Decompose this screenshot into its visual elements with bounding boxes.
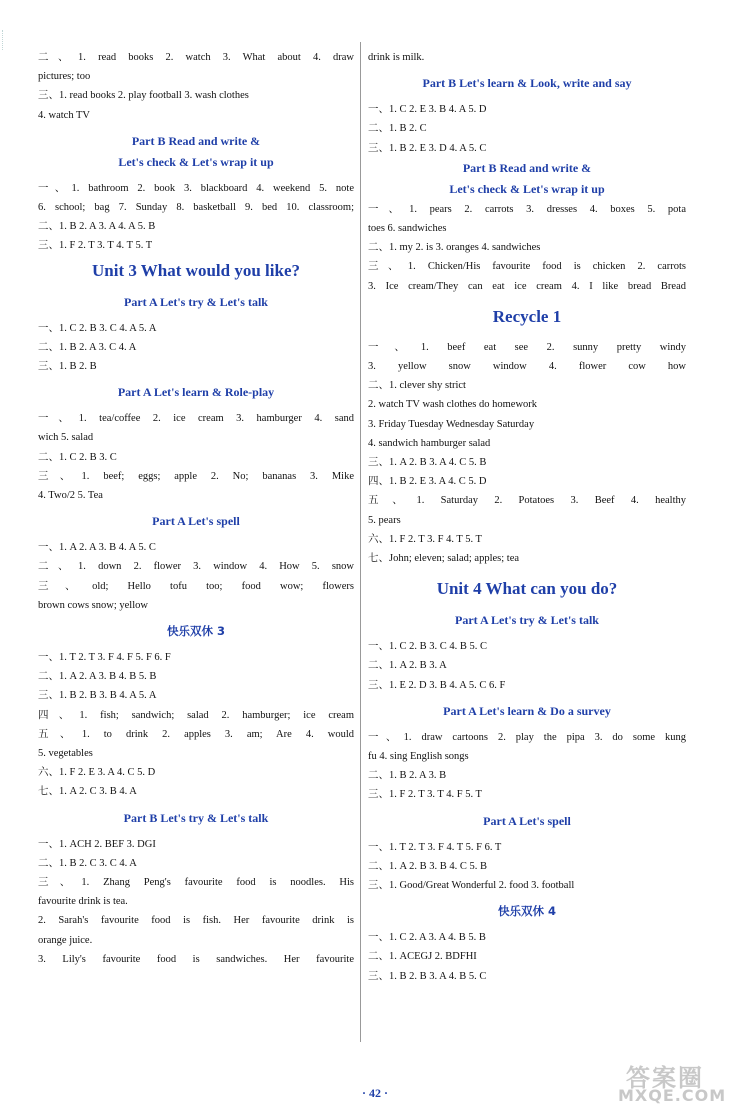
section-title: Part A Let's learn & Role-play — [117, 385, 275, 400]
answer-line: wich 5. salad — [38, 432, 94, 444]
right-column — [368, 48, 686, 986]
unit-heading: Unit 4 What can you do? — [436, 579, 618, 599]
answer-line: 三、old; Hello tofu too; food wow; flowers — [38, 580, 354, 592]
answer-line: 一、1. ACH 2. BEF 3. DGI — [38, 838, 156, 850]
answer-line: 4. watch TV — [38, 109, 91, 121]
answer-line: 一、1. T 2. T 3. F 4. F 5. F 6. F — [38, 651, 171, 663]
section-title: Part B Let's learn & Look, write and say — [422, 76, 632, 91]
watermark-logo — [612, 1058, 742, 1106]
answer-line: 4. sandwich hamburger salad — [368, 437, 491, 449]
answer-line: 二、1. C 2. B 3. C — [38, 451, 117, 463]
answer-line: 二、1. A 2. A 3. B 4. B 5. B — [38, 671, 157, 683]
section-title: Let's check & Let's wrap it up — [449, 181, 605, 196]
answer-line: 二、1. A 2. B 3. B 4. C 5. B — [368, 860, 488, 872]
answer-line: 三、1. Zhang Peng's favourite food is noodles. His — [38, 876, 354, 888]
section-title: Part A Let's spell — [483, 813, 571, 828]
answer-line: 一、1. C 2. B 3. C 4. B 5. C — [368, 641, 488, 653]
answer-line: 2. watch TV wash clothes do homework — [368, 399, 538, 411]
answer-line: 二、1. clever shy strict — [368, 380, 466, 392]
answer-line: 六、1. F 2. T 3. F 4. T 5. T — [368, 533, 482, 545]
answer-line: 二、1. down 2. flower 3. window 4. How 5. snow — [38, 561, 354, 573]
answer-line: pictures; too — [38, 71, 91, 83]
section-title: 快乐双休 3 — [166, 623, 225, 638]
answer-line: 一、1. A 2. A 3. B 4. A 5. C — [38, 542, 156, 554]
answer-line: 二、1. B 2. C 3. C 4. A — [38, 857, 137, 869]
answer-line: 二、1. B 2. A 3. A 4. A 5. B — [38, 221, 156, 233]
answer-line: 三、1. Good/Great Wonderful 2. food 3. football — [368, 879, 575, 891]
answer-line: 三、1. beef; eggs; apple 2. No; bananas 3. Mike — [38, 470, 354, 482]
section-title: Part B Let's try & Let's talk — [123, 810, 269, 825]
section-title: Part B Read and write & — [131, 133, 261, 148]
answer-line: orange juice. — [38, 934, 93, 946]
answer-line: 一、1. T 2. T 3. F 4. T 5. F 6. T — [368, 841, 502, 853]
answer-line: brown cows snow; yellow — [38, 599, 148, 611]
answer-line: 二、1. B 2. C — [368, 123, 427, 135]
answer-line: 六、1. F 2. E 3. A 4. C 5. D — [38, 767, 156, 779]
answer-line: 三、1. E 2. D 3. B 4. A 5. C 6. F — [368, 679, 506, 691]
answer-line: 三、1. F 2. T 3. T 4. T 5. T — [38, 240, 153, 252]
section-title: Part A Let's try & Let's talk — [455, 613, 599, 628]
answer-line: 二、1. read books 2. watch 3. What about 4. draw — [38, 52, 354, 63]
answer-line: 七、John; eleven; salad; apples; tea — [368, 552, 520, 564]
answer-line: 3. Lily's favourite food is sandwiches. Her favourite — [38, 953, 354, 965]
answer-line: 三、1. B 2. B — [38, 360, 97, 372]
answer-line: 一、1. draw cartoons 2. play the pipa 3. do some kung — [368, 731, 686, 743]
answer-line: 七、1. A 2. C 3. B 4. A — [38, 786, 137, 798]
answer-line: 四、1. B 2. E 3. A 4. C 5. D — [368, 476, 487, 488]
answer-line: 三、1. read books 2. play football 3. wash clothes — [38, 90, 249, 102]
left-column — [38, 48, 354, 969]
watermark-url: MXQE.COM — [618, 1086, 727, 1105]
section-title: Part A Let's try & Let's talk — [124, 294, 268, 309]
page-number: · 42 · — [361, 1086, 388, 1100]
unit-heading: Recycle 1 — [492, 306, 562, 326]
answer-line: 四、1. fish; sandwich; salad 2. hamburger; ice cream — [38, 709, 354, 721]
answer-line: 3. Friday Tuesday Wednesday Saturday — [368, 418, 535, 430]
answer-line: favourite drink is tea. — [38, 896, 128, 908]
section-title: Part A Let's spell — [152, 514, 240, 529]
answer-line: 3. yellow snow window 4. flower cow how — [368, 360, 686, 372]
answer-line: drink is milk. — [368, 52, 425, 63]
answer-line: 二、1. B 2. A 3. C 4. A — [38, 341, 137, 353]
answer-line: 二、1. my 2. is 3. oranges 4. sandwiches — [368, 242, 541, 254]
answer-line: 5. pears — [368, 514, 401, 526]
answer-line: 三、1. F 2. T 3. T 4. F 5. T — [368, 789, 482, 801]
answer-line: 一、1. beef eat see 2. sunny pretty windy — [368, 341, 686, 353]
section-title: Let's check & Let's wrap it up — [118, 154, 274, 169]
answer-line: 一、1. C 2. A 3. A 4. B 5. B — [368, 932, 486, 944]
answer-line: 三、1. B 2. B 3. A 4. B 5. C — [368, 970, 487, 982]
answer-line: 一、1. bathroom 2. book 3. blackboard 4. weekend 5. note — [38, 182, 354, 194]
answer-line: 二、1. ACEGJ 2. BDFHI — [368, 951, 477, 963]
answer-line: 4. Two/2 5. Tea — [38, 489, 103, 501]
answer-line: 二、1. A 2. B 3. A — [368, 660, 447, 672]
answer-line: 二、1. B 2. A 3. B — [368, 770, 447, 782]
column-divider — [360, 42, 361, 1042]
answer-line: 三、1. B 2. B 3. B 4. A 5. A — [38, 690, 157, 702]
answer-line: 五、1. to drink 2. apples 3. am; Are 4. would — [38, 728, 354, 740]
answer-line: 五、1. Saturday 2. Potatoes 3. Beef 4. healthy — [368, 495, 686, 507]
unit-heading: Unit 3 What would you like? — [92, 260, 300, 280]
scan-mark — [2, 30, 13, 50]
answer-line: 一、1. C 2. B 3. C 4. A 5. A — [38, 322, 157, 334]
answer-line: 一、1. pears 2. carrots 3. dresses 4. boxes 5. pota — [368, 203, 686, 215]
watermark-text: 答案圈 — [626, 1064, 704, 1092]
answer-line: 2. Sarah's favourite food is fish. Her favourite drink is — [38, 915, 354, 927]
answer-line: 一、1. C 2. E 3. B 4. A 5. D — [368, 104, 487, 116]
section-title: Part A Let's learn & Do a survey — [443, 703, 611, 718]
answer-line: toes 6. sandwiches — [368, 223, 447, 234]
answer-line: 3. Ice cream/They can eat ice cream 4. I like bread Bread — [368, 280, 686, 292]
section-title: 快乐双休 4 — [497, 904, 556, 919]
answer-line: 5. vegetables — [38, 747, 93, 759]
answer-line: 三、1. Chicken/His favourite food is chicken 2. carrots — [368, 261, 686, 273]
answer-line: fu 4. sing English songs — [368, 750, 469, 762]
answer-line: 一、1. tea/coffee 2. ice cream 3. hamburger 4. sand — [38, 413, 354, 425]
section-title: Part B Read and write & — [462, 160, 592, 175]
answer-line: 三、1. B 2. E 3. D 4. A 5. C — [368, 142, 487, 154]
answer-line: 三、1. A 2. B 3. A 4. C 5. B — [368, 456, 487, 468]
answer-line: 6. school; bag 7. Sunday 8. basketball 9. bed 10. classroom; — [38, 201, 354, 213]
